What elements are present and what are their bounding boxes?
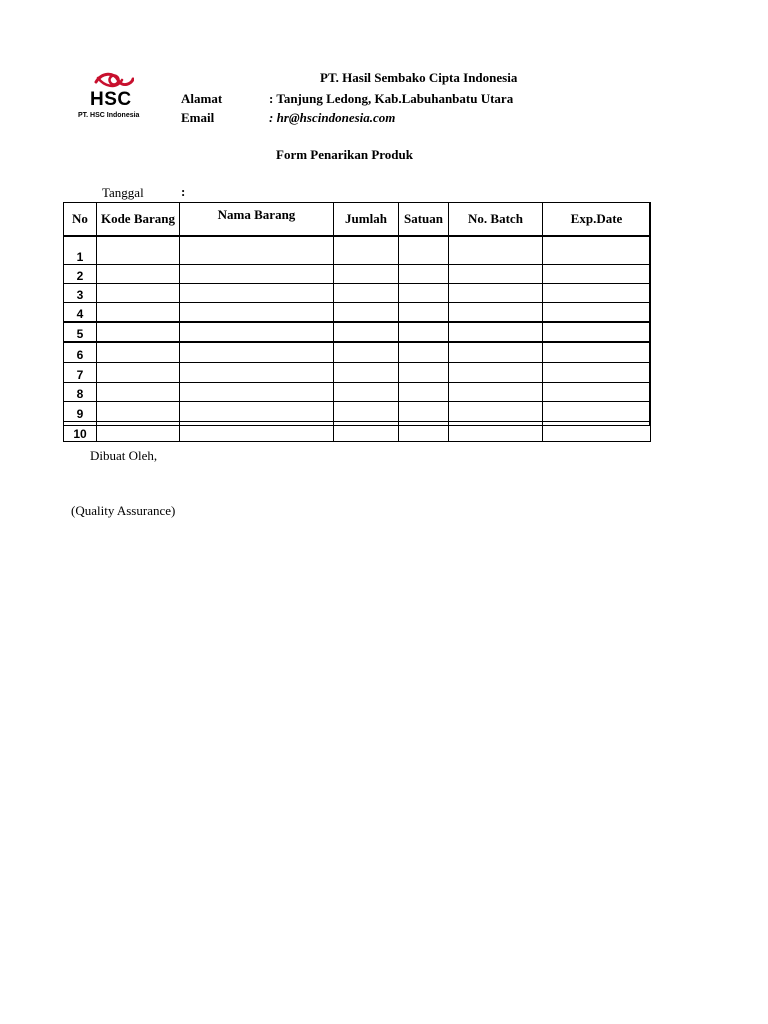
- table-row: [64, 363, 651, 383]
- table-cell[interactable]: [543, 422, 651, 442]
- table-cell[interactable]: [334, 265, 399, 284]
- table-cell[interactable]: [97, 303, 180, 323]
- table-cell[interactable]: [399, 383, 449, 402]
- table-cell[interactable]: [399, 342, 449, 363]
- row-number: 2: [64, 265, 97, 284]
- table-cell[interactable]: [449, 342, 543, 363]
- row-number: 6: [64, 342, 97, 363]
- table-cell[interactable]: [180, 303, 334, 323]
- address-label: Alamat: [181, 91, 223, 106]
- table-cell[interactable]: [543, 284, 651, 303]
- company-logo: [78, 70, 170, 124]
- table-cell[interactable]: [449, 303, 543, 323]
- email-value: : hr@hscindonesia.com: [269, 110, 396, 125]
- signature-role: (Quality Assurance): [71, 503, 176, 518]
- table-cell[interactable]: [449, 265, 543, 284]
- table-row: [64, 303, 651, 323]
- table-cell[interactable]: [399, 322, 449, 342]
- table-cell[interactable]: [334, 383, 399, 402]
- table-cell[interactable]: [399, 236, 449, 265]
- table-row: [64, 284, 651, 303]
- table-cell[interactable]: [543, 342, 651, 363]
- table-cell[interactable]: [180, 322, 334, 342]
- table-cell[interactable]: [180, 342, 334, 363]
- table-cell[interactable]: [543, 402, 651, 422]
- table-cell[interactable]: [180, 363, 334, 383]
- product-withdrawal-table: [63, 202, 651, 442]
- row-number: 3: [64, 284, 97, 303]
- table-cell[interactable]: [180, 265, 334, 284]
- company-name: PT. Hasil Sembako Cipta Indonesia: [320, 70, 518, 85]
- row-number: 4: [64, 303, 97, 323]
- form-title: Form Penarikan Produk: [276, 147, 413, 162]
- table-cell[interactable]: [399, 422, 449, 442]
- table-cell[interactable]: [334, 236, 399, 265]
- address-value: : Tanjung Ledong, Kab.Labuhanbatu Utara: [269, 91, 514, 106]
- table-cell[interactable]: [543, 236, 651, 265]
- table-cell[interactable]: [97, 342, 180, 363]
- table-row: [64, 422, 651, 442]
- table-cell[interactable]: [180, 383, 334, 402]
- table-row: [64, 265, 651, 284]
- table-cell[interactable]: [449, 236, 543, 265]
- table-cell[interactable]: [543, 383, 651, 402]
- row-number: 10: [64, 422, 97, 442]
- table-cell[interactable]: [449, 322, 543, 342]
- table-cell[interactable]: [180, 236, 334, 265]
- row-number: 5: [64, 322, 97, 342]
- made-by-label: Dibuat Oleh,: [90, 448, 158, 463]
- header-no-batch: No. Batch: [449, 203, 543, 237]
- table-cell[interactable]: [449, 363, 543, 383]
- logo-subtitle: PT. HSC Indonesia: [78, 112, 140, 119]
- table-cell[interactable]: [334, 303, 399, 323]
- table-cell[interactable]: [97, 383, 180, 402]
- table-cell[interactable]: [543, 363, 651, 383]
- header-satuan: Satuan: [399, 203, 449, 237]
- table-cell[interactable]: [334, 284, 399, 303]
- table-cell[interactable]: [334, 422, 399, 442]
- table-cell[interactable]: [97, 284, 180, 303]
- table-cell[interactable]: [543, 303, 651, 323]
- table-row: [64, 402, 651, 422]
- table-cell[interactable]: [399, 303, 449, 323]
- table-cell[interactable]: [334, 402, 399, 422]
- table-row: [64, 342, 651, 363]
- header-nama-barang: Nama Barang: [180, 203, 334, 237]
- table-cell[interactable]: [334, 342, 399, 363]
- table-cell[interactable]: [97, 363, 180, 383]
- table-cell[interactable]: [334, 322, 399, 342]
- table-cell[interactable]: [399, 284, 449, 303]
- header-kode-barang: Kode Barang: [97, 203, 180, 237]
- table-cell[interactable]: [180, 284, 334, 303]
- table-cell[interactable]: [180, 402, 334, 422]
- table-cell[interactable]: [399, 265, 449, 284]
- table-cell[interactable]: [399, 363, 449, 383]
- table-row: [64, 383, 651, 402]
- header-jumlah: Jumlah: [334, 203, 399, 237]
- table-cell[interactable]: [97, 265, 180, 284]
- row-number: 1: [64, 236, 97, 265]
- table-cell[interactable]: [180, 422, 334, 442]
- row-number: 7: [64, 363, 97, 383]
- date-label: Tanggal: [102, 185, 144, 200]
- table-row: [64, 236, 651, 265]
- table-cell[interactable]: [543, 265, 651, 284]
- header-no: No: [64, 203, 97, 237]
- table-cell[interactable]: [449, 422, 543, 442]
- table-cell[interactable]: [543, 322, 651, 342]
- row-number: 8: [64, 383, 97, 402]
- email-label: Email: [181, 110, 215, 125]
- table-cell[interactable]: [97, 422, 180, 442]
- table-cell[interactable]: [449, 383, 543, 402]
- table-row: [64, 322, 651, 342]
- table-cell[interactable]: [97, 322, 180, 342]
- table-cell[interactable]: [399, 402, 449, 422]
- header-exp-date: Exp.Date: [543, 203, 651, 237]
- table-cell[interactable]: [334, 363, 399, 383]
- table-cell[interactable]: [449, 402, 543, 422]
- table-cell[interactable]: [97, 236, 180, 265]
- table-cell[interactable]: [449, 284, 543, 303]
- logo-text: HSC: [90, 89, 132, 110]
- table-cell[interactable]: [97, 402, 180, 422]
- date-colon: :: [181, 184, 186, 199]
- table-header-row: [64, 203, 651, 237]
- row-number: 9: [64, 402, 97, 422]
